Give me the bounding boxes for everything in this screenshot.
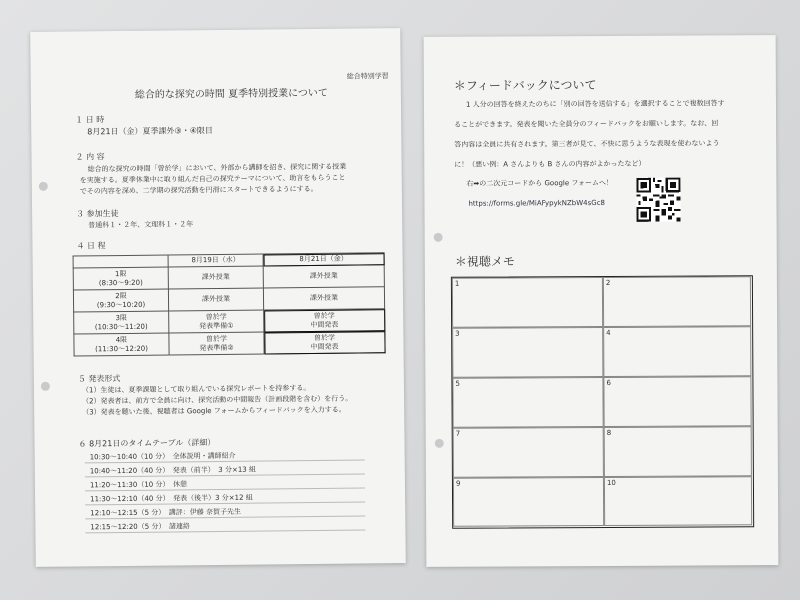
qr-code[interactable]: [636, 178, 680, 222]
schedule-row: 2限 (9:30〜10:20) 課外授業 課外授業: [73, 287, 384, 312]
schedule-row: 1限 (8:30〜9:20) 課外授業 課外授業: [73, 265, 384, 290]
schedule-col-header: 8月19日（水）: [168, 254, 263, 267]
binder-hole: [435, 439, 444, 448]
memo-cell[interactable]: 8: [604, 426, 752, 477]
header-tag: 総合特別学習: [346, 72, 389, 81]
section-2-heading: ２ 内 容: [75, 152, 105, 162]
timetable-row: 10:40〜11:20（40 分） 発表（前半） 3 分×13 組: [89, 465, 257, 476]
section-6-heading: ６ 8月21日のタイムテーブル（詳細）: [78, 438, 216, 449]
feedback-line: ることができます。発表を聞いた全員分のフィードバックをお願いします。なお、回: [454, 119, 719, 129]
qr-instruction: 右➡の二次元コードから Google フォームへ！: [466, 178, 614, 188]
memo-cell[interactable]: 5: [452, 377, 603, 428]
feedback-heading: ＊フィードバックについて: [453, 78, 597, 93]
binder-hole: [41, 382, 50, 391]
section-2-line: を実施する。夏季休業中に取り組んだ自己の探究テーマについて、助言をもらうこと: [79, 173, 346, 185]
section-5-item: （3）発表を聴いた後、視聴者は Google フォームからフィードバックを入力する。: [82, 405, 346, 417]
section-1-heading: １ 日 時: [75, 115, 105, 125]
memo-cell[interactable]: 9: [453, 477, 604, 527]
section-1-body: 8月21日（金）夏季課外③・④限目: [87, 126, 213, 137]
schedule-row: 4限 (11:30〜12:20) 曽於学 発表準備② 曽於学 中間発表: [74, 331, 385, 356]
feedback-line: 1 人分の回答を終えたのちに「別の回答を送信する」を選択することで複数回答す: [465, 99, 725, 109]
section-5-item: （2）発表者は、前方で全員に向け、探究活動の中間報告（計画段階を含む）を行う。: [82, 394, 353, 406]
memo-cell[interactable]: 4: [603, 326, 751, 377]
memo-cell[interactable]: 3: [452, 327, 603, 378]
timetable-row: 11:20〜11:30（10 分） 休憩: [89, 480, 187, 490]
schedule-col-header: 8月21日（金）: [263, 253, 384, 266]
timetable-row: 12:10〜12:15（5 分） 講評：伊藤 奈賀子先生: [90, 507, 242, 518]
section-3-body: 普通科１・２年、文理科１・２年: [88, 220, 194, 230]
timetable-row: 10:30〜10:40（10 分） 全体説明・講師紹介: [89, 451, 236, 462]
memo-cell[interactable]: 6: [603, 376, 751, 427]
feedback-line: に！（悪い例：A さんよりも B さんの内容がよかったなど）: [454, 159, 646, 169]
page-title: 総合的な探究の時間 夏季特別授業について: [134, 87, 328, 101]
memo-heading: ＊視聴メモ: [454, 254, 515, 269]
section-5-heading: ５ 発表形式: [77, 374, 121, 384]
timetable-row: 12:15〜12:20（5 分） 諸連絡: [90, 522, 190, 532]
form-url-link[interactable]: https://forms.gle/MiAFypykNZbW4sGc8: [468, 198, 606, 208]
schedule-row: 3限 (10:30〜11:20) 曽於学 発表準備① 曽於学 中間発表: [74, 309, 385, 334]
left-document-page: [30, 28, 406, 567]
timetable-row: 11:30〜12:10（40 分） 発表（後半）3 分×12 組: [90, 493, 253, 504]
feedback-line: 答内容は全員に共有されます。第三者が見て、不快に思うような表現を使わないよう: [454, 139, 720, 149]
right-document-page: [424, 35, 779, 567]
schedule-table: [73, 252, 386, 356]
section-5-item: （1）生徒は、夏季課題として取り組んでいる探究レポートを持参する。: [81, 384, 311, 395]
section-2-line: でその内容を深め、二学期の探究活動を円滑にスタートできるようにする。: [79, 184, 318, 196]
section-4-heading: ４ 日 程: [76, 241, 106, 251]
section-3-heading: ３ 参加生徒: [76, 209, 119, 219]
memo-grid: [451, 275, 754, 529]
binder-hole: [39, 182, 48, 191]
section-2-line: 総合的な探究の時間「曽於学」において、外部から講師を招き、探究に関する授業: [87, 162, 347, 174]
binder-hole: [434, 233, 443, 242]
memo-cell[interactable]: 1: [452, 277, 603, 328]
memo-cell[interactable]: 10: [604, 476, 752, 526]
memo-cell[interactable]: 2: [603, 276, 751, 327]
memo-cell[interactable]: 7: [453, 427, 604, 478]
